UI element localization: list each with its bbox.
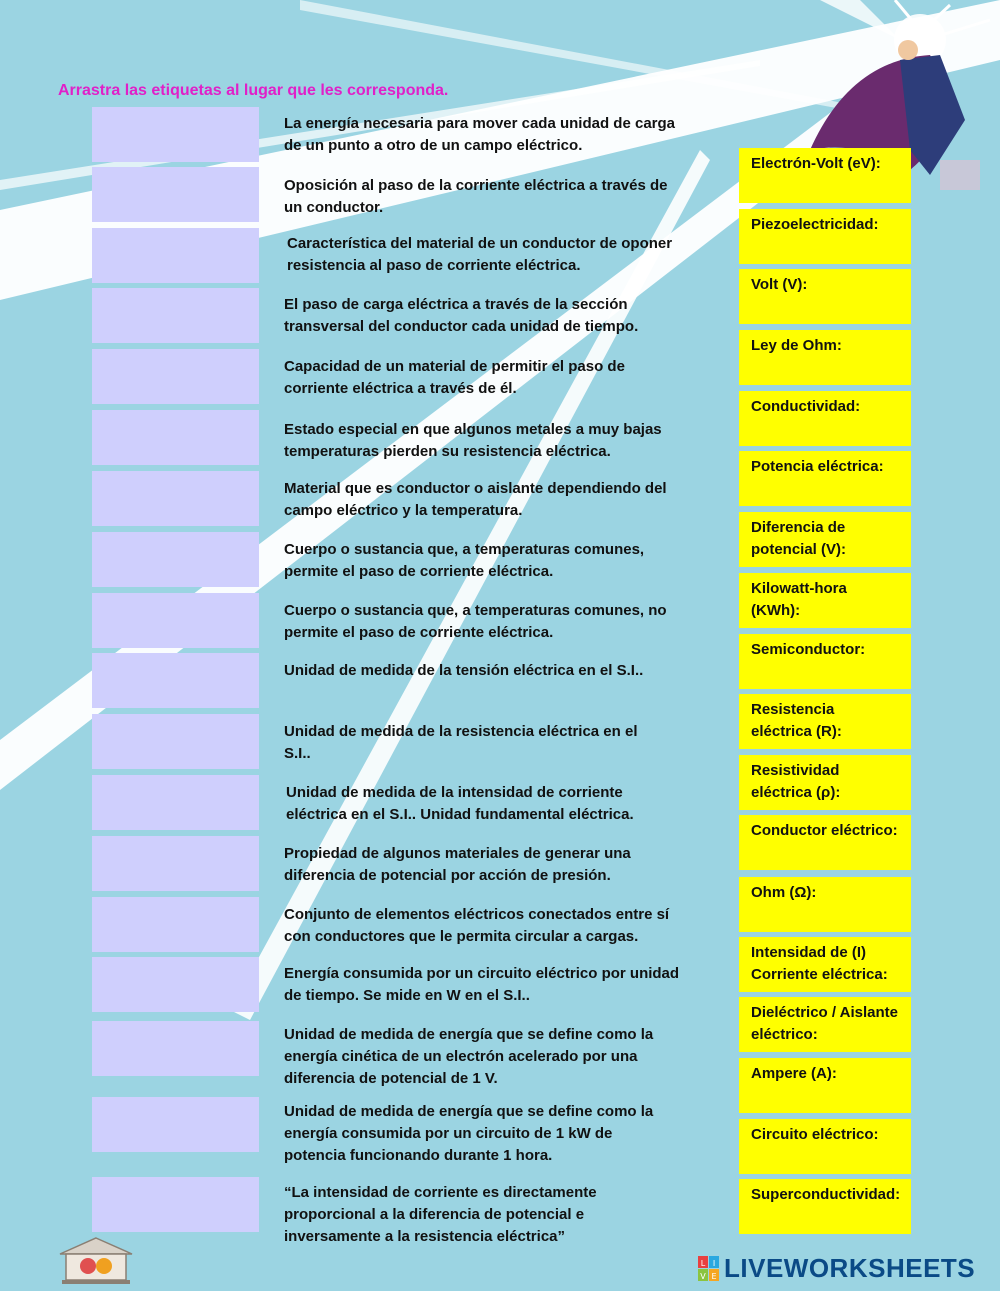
draggable-label-intensidad-de-corriente[interactable]: Intensidad de (I) Corriente eléctrica: — [739, 937, 911, 992]
badge-letter: I — [712, 1259, 716, 1268]
drop-zone-16[interactable] — [92, 1021, 259, 1076]
draggable-label-resistividad-electrica[interactable]: Resistividad eléctrica (ρ): — [739, 755, 911, 810]
drop-zone-17[interactable] — [92, 1097, 259, 1152]
drop-zone-12[interactable] — [92, 775, 259, 830]
draggable-label-ohm[interactable]: Ohm (Ω): — [739, 877, 911, 932]
drop-zone-18[interactable] — [92, 1177, 259, 1232]
drop-zone-10[interactable] — [92, 653, 259, 708]
draggable-label-electron-volt[interactable]: Electrón-Volt (eV): — [739, 148, 911, 203]
draggable-label-semiconductor[interactable]: Semiconductor: — [739, 634, 911, 689]
draggable-label-diferencia-de-potencial[interactable]: Diferencia de potencial (V): — [739, 512, 911, 567]
liveworksheets-badge-icon — [698, 1256, 720, 1282]
definition-text: Propiedad de algunos materiales de generar una diferencia de potencial por acción de presión. — [284, 845, 631, 884]
instructions-title: Arrastra las etiquetas al lugar que les corresponda. — [58, 82, 449, 99]
definition-text: Capacidad de un material de permitir el paso de corriente eléctrica a través de él. — [284, 358, 625, 397]
drop-zone-5[interactable] — [92, 349, 259, 404]
definition-text: La energía necesaria para mover cada unidad de carga de un punto a otro de un campo eléctrico. — [284, 115, 676, 154]
badge-letter: L — [700, 1259, 706, 1268]
definition-text: Unidad de medida de la tensión eléctrica en el S.I.. — [284, 662, 644, 679]
school-logo-icon — [58, 1236, 134, 1286]
draggable-label-piezoelectricidad[interactable]: Piezoelectricidad: — [739, 209, 911, 264]
drop-zone-11[interactable] — [92, 714, 259, 769]
draggable-label-ley-de-ohm[interactable]: Ley de Ohm: — [739, 330, 911, 385]
draggable-label-dielectrico[interactable]: Dieléctrico / Aislante eléctrico: — [739, 997, 911, 1052]
draggable-label-resistencia-electrica[interactable]: Resistencia eléctrica (R): — [739, 694, 911, 749]
drop-zone-6[interactable] — [92, 410, 259, 465]
drop-zone-14[interactable] — [92, 897, 259, 952]
drop-zone-3[interactable] — [92, 228, 259, 283]
definition-text: El paso de carga eléctrica a través de la sección transversal del conductor cada unidad de tiempo. — [284, 296, 639, 335]
definition-text: “La intensidad de corriente es directamente proporcional a la diferencia de potencial e inversamente a la resistencia eléctrica” — [284, 1184, 597, 1245]
definition-text: Cuerpo o sustancia que, a temperaturas comunes, permite el paso de corriente eléctrica. — [284, 541, 645, 580]
draggable-label-ampere[interactable]: Ampere (A): — [739, 1058, 911, 1113]
definition-text: Cuerpo o sustancia que, a temperaturas comunes, no permite el paso de corriente eléctrica. — [284, 602, 667, 641]
drop-zone-1[interactable] — [92, 107, 259, 162]
drop-zone-15[interactable] — [92, 957, 259, 1012]
draggable-label-conductividad[interactable]: Conductividad: — [739, 391, 911, 446]
liveworksheets-brand[interactable]: LIVEWORKSHEETS — [724, 1253, 976, 1283]
badge-letter: V — [700, 1272, 706, 1281]
definition-text: Característica del material de un conductor de oponer resistencia al paso de corriente eléctrica. — [287, 235, 673, 274]
draggable-label-kilowatt-hora[interactable]: Kilowatt-hora (KWh): — [739, 573, 911, 628]
drop-zone-4[interactable] — [92, 288, 259, 343]
definition-text: Oposición al paso de la corriente eléctrica a través de un conductor. — [284, 177, 668, 216]
draggable-label-volt[interactable]: Volt (V): — [739, 269, 911, 324]
definition-text: Estado especial en que algunos metales a muy bajas temperaturas pierden su resistencia eléctrica. — [284, 421, 662, 460]
definition-text: Unidad de medida de la intensidad de corriente eléctrica en el S.I.. Unidad fundamental eléctrica. — [286, 784, 634, 823]
badge-letter: E — [711, 1272, 717, 1281]
draggable-label-circuito-electrico[interactable]: Circuito eléctrico: — [739, 1119, 911, 1174]
drop-zone-8[interactable] — [92, 532, 259, 587]
draggable-label-potencia-electrica[interactable]: Potencia eléctrica: — [739, 451, 911, 506]
definition-text: Energía consumida por un circuito eléctrico por unidad de tiempo. Se mide en W en el S.I.. — [284, 965, 680, 1004]
drop-zone-7[interactable] — [92, 471, 259, 526]
definition-text: Unidad de medida de energía que se define como la energía consumida por un circuito de 1 kW de potencia funcionando durante 1 hora. — [284, 1103, 654, 1164]
definition-text: Material que es conductor o aislante dependiendo del campo eléctrico y la temperatura. — [284, 480, 667, 519]
drop-zone-9[interactable] — [92, 593, 259, 648]
draggable-label-conductor-electrico[interactable]: Conductor eléctrico: — [739, 815, 911, 870]
drop-zone-13[interactable] — [92, 836, 259, 891]
definition-text: Conjunto de elementos eléctricos conectados entre sí con conductores que le permita circular a cargas. — [284, 906, 670, 945]
drop-zone-2[interactable] — [92, 167, 259, 222]
definition-text: Unidad de medida de la resistencia eléctrica en el S.I.. — [284, 723, 638, 762]
definition-text: Unidad de medida de energía que se define como la energía cinética de un electrón acelerado por una diferencia de potencial de 1 V. — [284, 1026, 654, 1087]
draggable-label-superconductividad[interactable]: Superconductividad: — [739, 1179, 911, 1234]
